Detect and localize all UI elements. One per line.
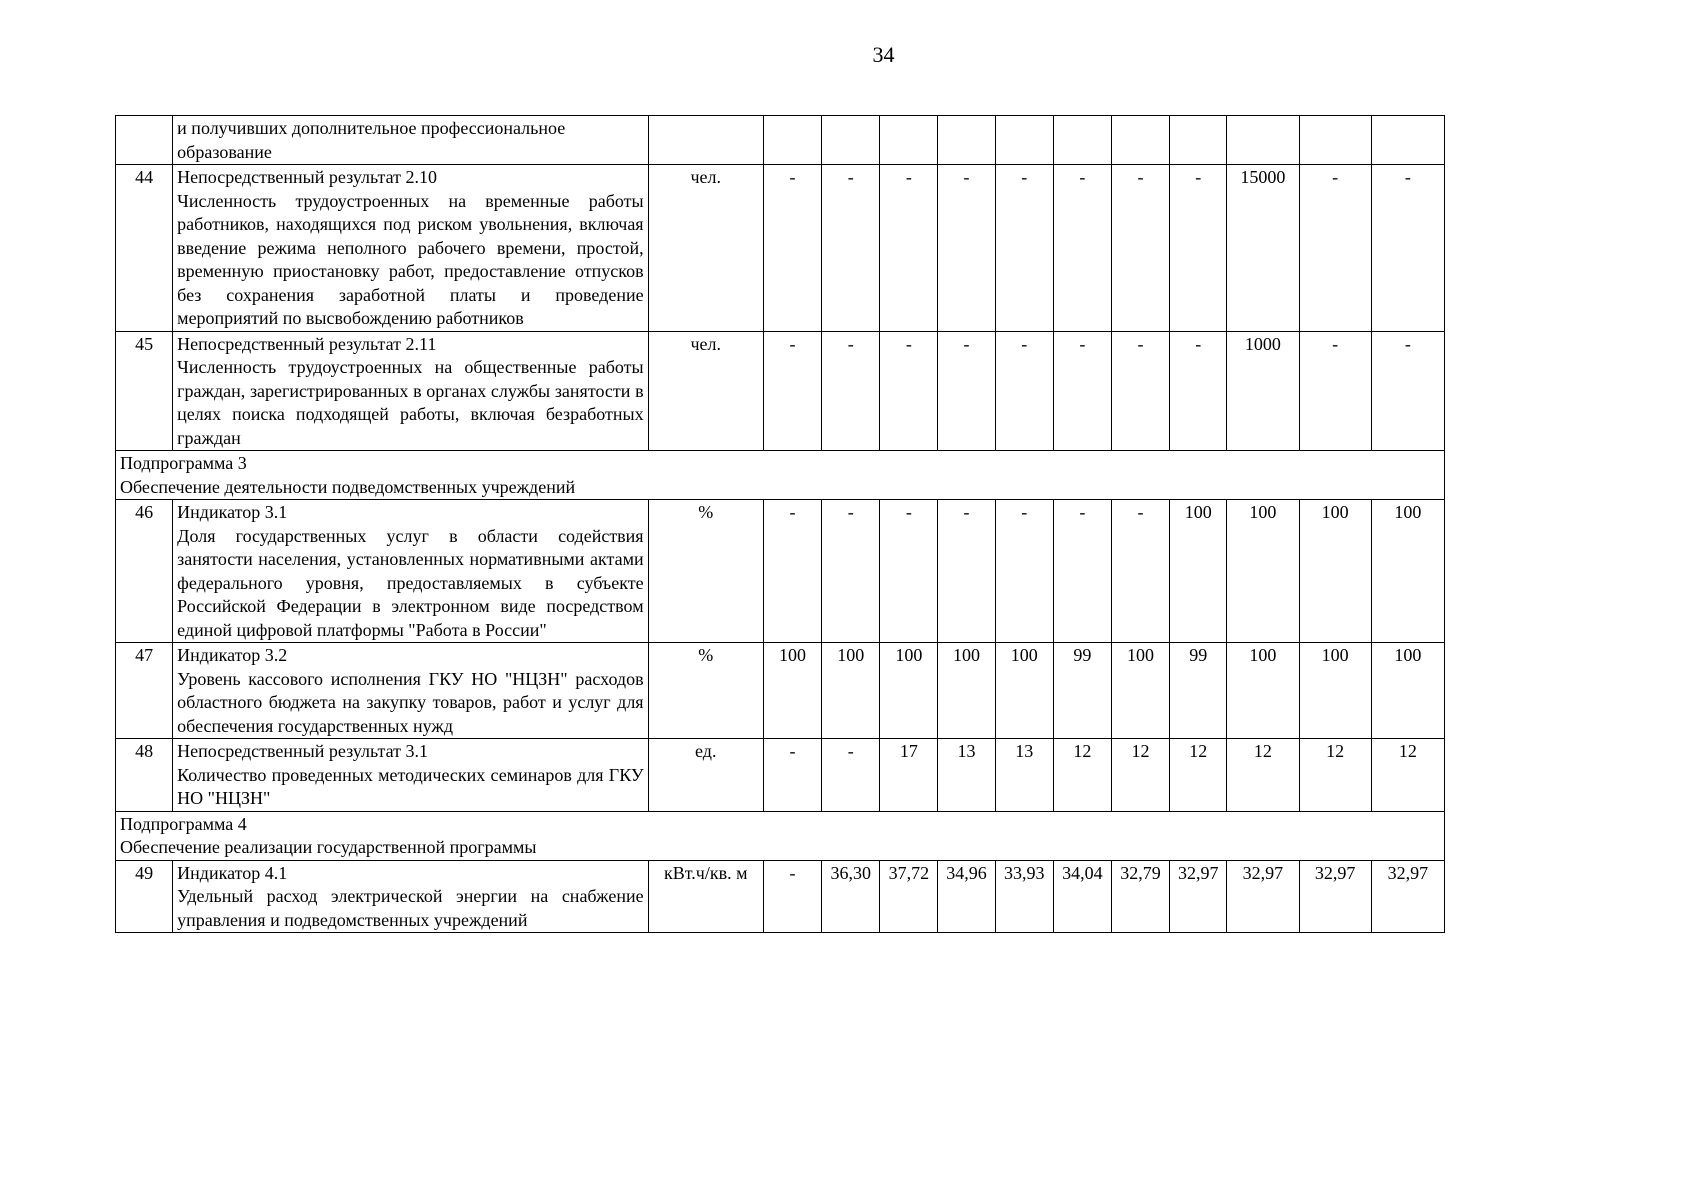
table-row xyxy=(116,739,1445,812)
value-cell xyxy=(1227,116,1299,165)
value-cell: - xyxy=(1111,165,1169,332)
value-cell: 100 xyxy=(1299,643,1371,739)
section-title xyxy=(116,811,1445,860)
indicator-title: Индикатор 4.1 xyxy=(177,862,288,883)
value-cell: 12 xyxy=(1111,739,1169,812)
indicator-text: Удельный расход электрической энергии на снабжение управления и подведомственных учреждений xyxy=(177,886,644,930)
value-cell: 34,96 xyxy=(938,860,995,933)
value-cell: 99 xyxy=(1170,643,1227,739)
indicator-description xyxy=(173,116,648,165)
value-cell: 100 xyxy=(1371,643,1444,739)
table-row xyxy=(116,116,1445,165)
value-cell: - xyxy=(1371,165,1444,332)
value-cell: 100 xyxy=(1227,500,1299,643)
value-cell xyxy=(880,116,938,165)
value-cell: - xyxy=(822,331,880,451)
value-cell: - xyxy=(1299,331,1371,451)
value-cell: - xyxy=(938,331,995,451)
indicator-text: образование xyxy=(177,141,272,162)
value-cell: 13 xyxy=(938,739,995,812)
indicator-title: Индикатор 3.1 xyxy=(177,502,288,522)
unit-cell: % xyxy=(648,643,763,739)
value-cell: - xyxy=(1371,331,1444,451)
indicator-title: Непосредственный результат 2.10 xyxy=(177,167,438,187)
value-cell: 32,97 xyxy=(1299,860,1371,933)
value-cell: 12 xyxy=(1170,739,1227,812)
indicator-description xyxy=(173,860,648,933)
indicator-description xyxy=(173,331,648,451)
unit-cell: ед. xyxy=(648,739,763,812)
value-cell: - xyxy=(822,500,880,643)
indicator-title: Непосредственный результат 2.11 xyxy=(177,333,437,354)
value-cell: 100 xyxy=(822,643,880,739)
unit-cell: кВт.ч/кв. м xyxy=(648,860,763,933)
value-cell: - xyxy=(938,500,995,643)
value-cell: - xyxy=(995,331,1053,451)
value-cell: - xyxy=(822,739,880,812)
indicator-title: и получивших дополнительное профессиональное xyxy=(177,118,566,138)
indicator-description xyxy=(173,643,648,739)
value-cell: - xyxy=(1053,165,1111,332)
value-cell: 32,97 xyxy=(1371,860,1444,933)
indicator-text: Численность трудоустроенных на общественные работы граждан, зарегистрированных в органах службы занятости в целях поиска подходящей работы, включая безработных граждан xyxy=(177,357,644,448)
indicators-table xyxy=(115,115,1445,933)
value-cell: - xyxy=(1111,500,1169,643)
value-cell: - xyxy=(1299,165,1371,332)
value-cell: - xyxy=(763,860,821,933)
value-cell: 17 xyxy=(880,739,938,812)
row-number: 44 xyxy=(116,165,173,332)
indicator-title: Непосредственный результат 3.1 xyxy=(177,741,429,761)
value-cell xyxy=(1299,116,1371,165)
indicator-text: Численность трудоустроенных на временные работы работников, находящихся под риском увольнения, включая введение режима неполного рабочего времени, простой, временную приостановку работ, предоставление отпусков без сохранения заработной платы и проведение мероприятий по высвобождению работников xyxy=(177,190,644,328)
row-number: 46 xyxy=(116,500,173,643)
value-cell: - xyxy=(1053,331,1111,451)
indicator-description xyxy=(173,739,648,812)
value-cell: - xyxy=(1111,331,1169,451)
value-cell: 32,97 xyxy=(1170,860,1227,933)
value-cell: - xyxy=(995,500,1053,643)
value-cell: - xyxy=(880,165,938,332)
value-cell: - xyxy=(1053,500,1111,643)
value-cell: 33,93 xyxy=(995,860,1053,933)
value-cell xyxy=(1170,116,1227,165)
subprogram-name: Обеспечение реализации государственной программы xyxy=(120,837,537,857)
value-cell: 100 xyxy=(938,643,995,739)
section-row xyxy=(116,811,1445,860)
value-cell: - xyxy=(822,165,880,332)
value-cell xyxy=(1111,116,1169,165)
table-row xyxy=(116,500,1445,643)
value-cell: - xyxy=(995,165,1053,332)
value-cell: - xyxy=(938,165,995,332)
table-row xyxy=(116,643,1445,739)
value-cell: 99 xyxy=(1053,643,1111,739)
value-cell: 12 xyxy=(1053,739,1111,812)
indicator-text: Количество проведенных методических семинаров для ГКУ НО "НЦЗН" xyxy=(177,764,644,808)
indicator-text: Доля государственных услуг в области содействия занятости населения, установленных нормативными актами федерального уровня, предоставляемых в субъекте Российской Федерации в электронном виде посредством единой цифровой платформы "Работа в России" xyxy=(177,525,644,640)
indicator-text: Уровень кассового исполнения ГКУ НО "НЦЗН" расходов областного бюджета на закупку товаров, работ и услуг для обеспечения государственных нужд xyxy=(177,668,644,736)
row-number: 49 xyxy=(116,860,173,933)
value-cell: 15000 xyxy=(1227,165,1299,332)
value-cell: 100 xyxy=(880,643,938,739)
unit-cell: % xyxy=(648,500,763,643)
value-cell: - xyxy=(880,500,938,643)
value-cell: - xyxy=(763,165,821,332)
value-cell: 12 xyxy=(1227,739,1299,812)
table-row xyxy=(116,165,1445,332)
subprogram-name: Обеспечение деятельности подведомственных учреждений xyxy=(120,476,576,497)
section-row xyxy=(116,451,1445,500)
value-cell: 32,79 xyxy=(1111,860,1169,933)
value-cell: 100 xyxy=(1170,500,1227,643)
value-cell: - xyxy=(763,500,821,643)
value-cell xyxy=(938,116,995,165)
value-cell: 1000 xyxy=(1227,331,1299,451)
value-cell: 36,30 xyxy=(822,860,880,933)
value-cell: - xyxy=(763,739,821,812)
value-cell xyxy=(1371,116,1444,165)
value-cell: 100 xyxy=(1111,643,1169,739)
indicator-description xyxy=(173,165,648,332)
row-number: 45 xyxy=(116,331,173,451)
indicator-description xyxy=(173,500,648,643)
value-cell: - xyxy=(1170,331,1227,451)
value-cell: 13 xyxy=(995,739,1053,812)
value-cell: 32,97 xyxy=(1227,860,1299,933)
value-cell xyxy=(1053,116,1111,165)
section-title xyxy=(116,451,1445,500)
value-cell: 100 xyxy=(1227,643,1299,739)
value-cell: - xyxy=(763,331,821,451)
value-cell: 100 xyxy=(995,643,1053,739)
row-number: 48 xyxy=(116,739,173,812)
value-cell: - xyxy=(1170,165,1227,332)
value-cell xyxy=(995,116,1053,165)
subprogram-number: Подпрограмма 4 xyxy=(120,813,247,834)
value-cell: 34,04 xyxy=(1053,860,1111,933)
value-cell: 37,72 xyxy=(880,860,938,933)
value-cell xyxy=(763,116,821,165)
table-row xyxy=(116,331,1445,451)
value-cell: 100 xyxy=(1299,500,1371,643)
table-row xyxy=(116,860,1445,933)
value-cell: 100 xyxy=(1371,500,1444,643)
value-cell: 12 xyxy=(1299,739,1371,812)
subprogram-number: Подпрограмма 3 xyxy=(120,453,247,473)
value-cell: 100 xyxy=(763,643,821,739)
unit-cell: чел. xyxy=(648,165,763,332)
value-cell xyxy=(822,116,880,165)
value-cell: 12 xyxy=(1371,739,1444,812)
value-cell: - xyxy=(880,331,938,451)
indicator-title: Индикатор 3.2 xyxy=(177,645,288,665)
row-number: 47 xyxy=(116,643,173,739)
row-number xyxy=(116,116,173,165)
unit-cell: чел. xyxy=(648,331,763,451)
unit-cell xyxy=(648,116,763,165)
page-number: 34 xyxy=(872,42,895,67)
